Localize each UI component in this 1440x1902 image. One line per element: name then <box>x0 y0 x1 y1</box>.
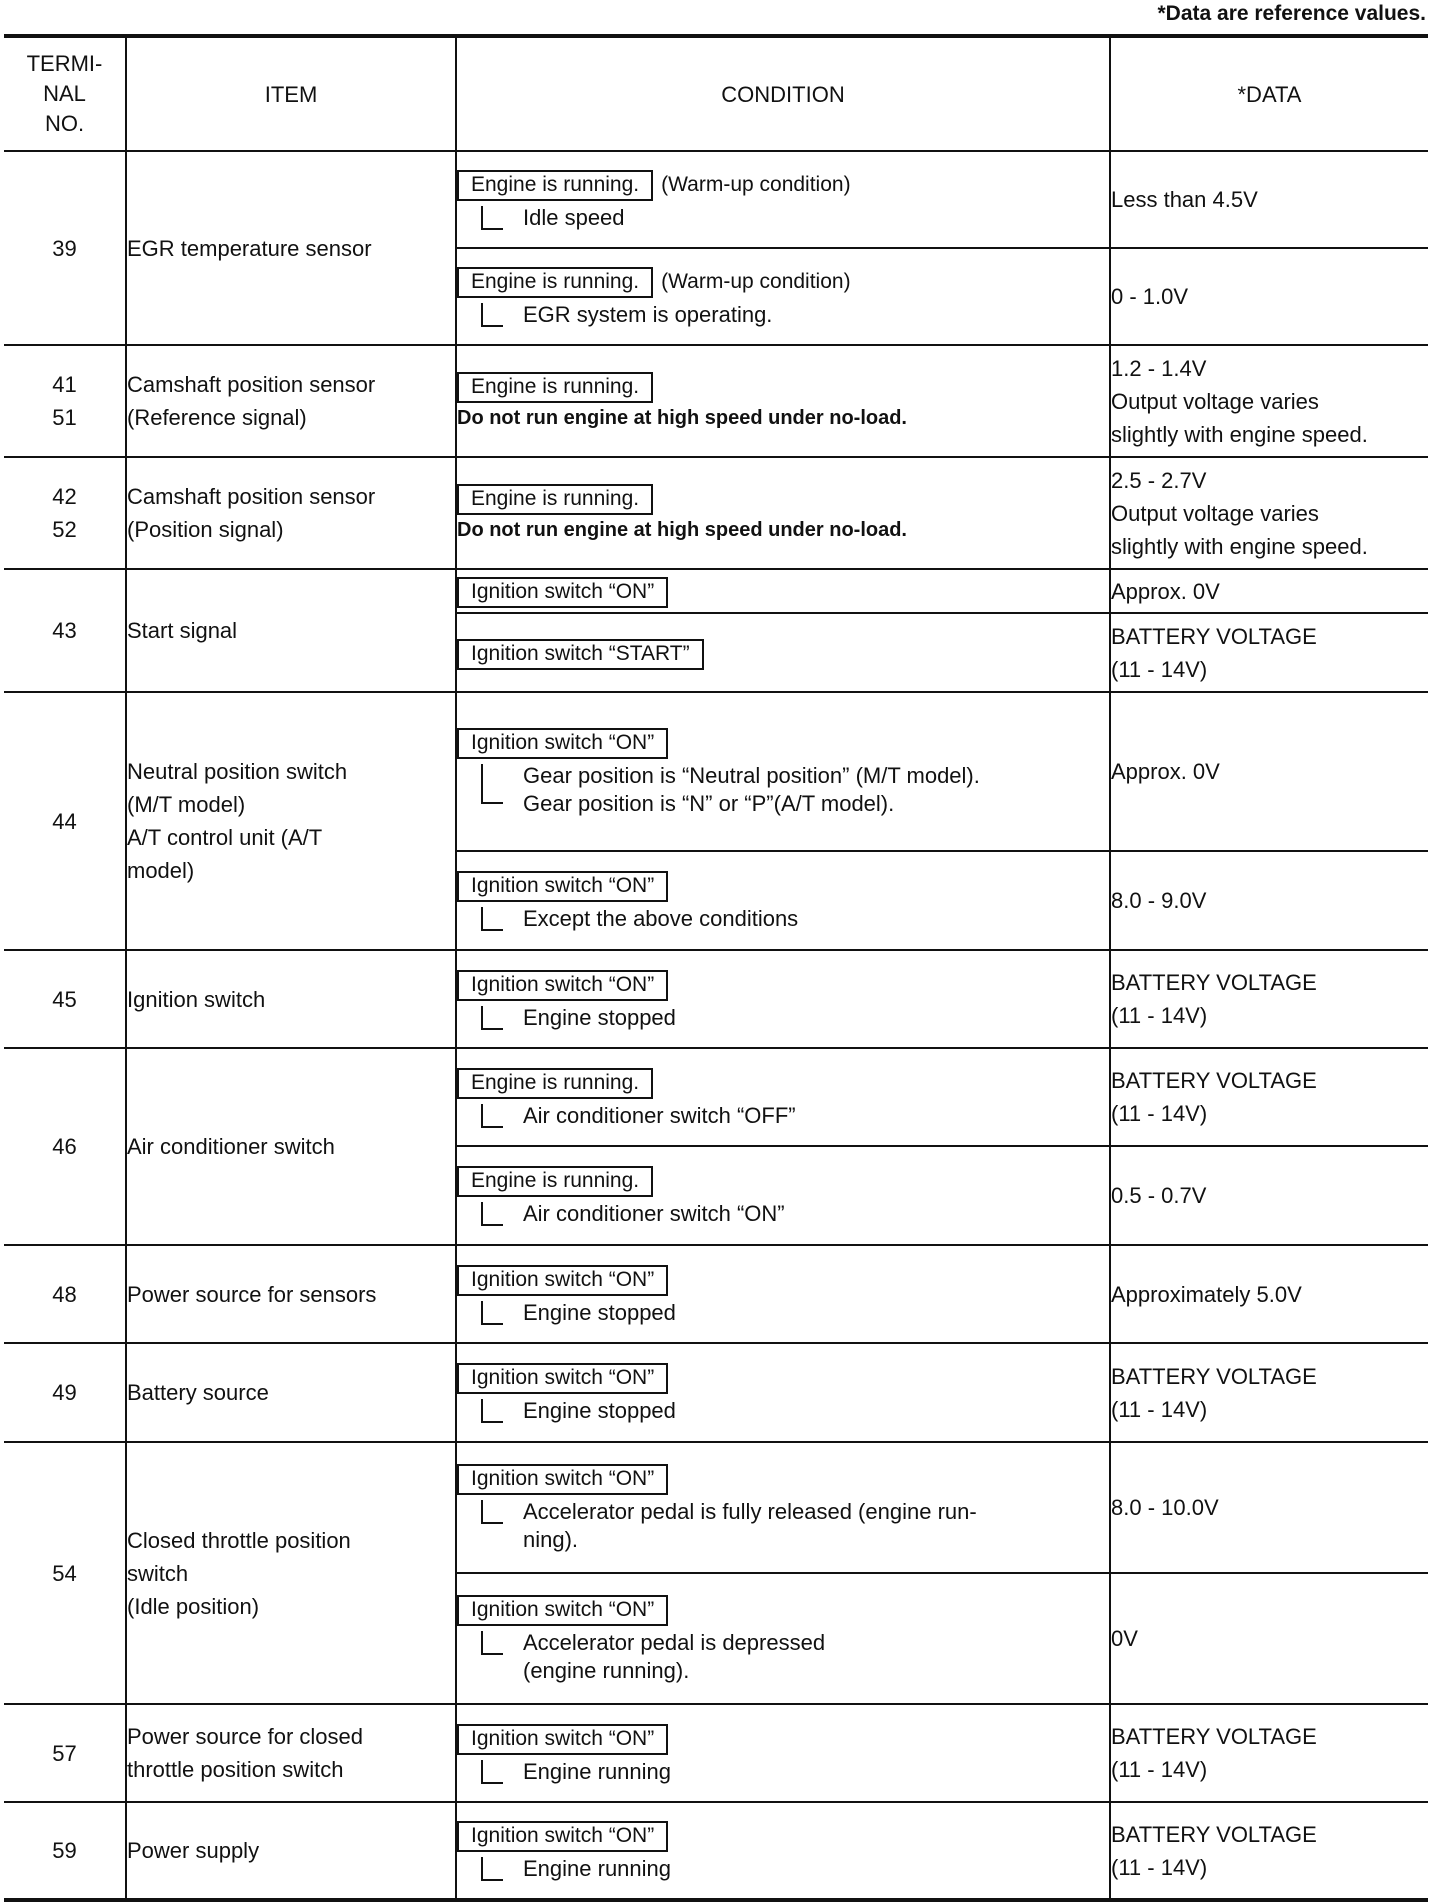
item-line: (M/T model) <box>127 792 246 817</box>
terminal-no: 48 <box>52 1281 77 1307</box>
terminal-no-cell <box>4 1704 126 1802</box>
table-row <box>4 1245 1428 1343</box>
reference-note: *Data are reference values. <box>1157 2 1426 25</box>
data-line: BATTERY VOLTAGE <box>1111 1363 1317 1389</box>
condition-box: Ignition switch “ON” <box>457 1265 668 1296</box>
condition-box: Ignition switch “ON” <box>457 1595 668 1626</box>
data-line: (11 - 14V) <box>1111 1854 1208 1880</box>
header-condition: CONDITION <box>456 36 1110 151</box>
condition-line <box>457 725 1109 759</box>
sub-condition <box>481 301 1109 329</box>
terminal-no: 45 <box>52 986 77 1012</box>
condition-cell <box>456 1802 1110 1900</box>
condition-line <box>457 264 1109 298</box>
data-line: Output voltage varies <box>1111 388 1319 414</box>
condition-line <box>457 967 1109 1001</box>
data-cell <box>1110 692 1428 851</box>
terminal-no-cell <box>4 345 126 457</box>
condition-box: Ignition switch “ON” <box>457 1464 668 1495</box>
data-line: 8.0 - 9.0V <box>1111 888 1207 913</box>
data-line: (11 - 14V) <box>1111 1101 1208 1126</box>
condition-extra: (Warm-up condition) <box>661 173 851 196</box>
sub-condition-line: Engine stopped <box>523 1004 676 1030</box>
item-line: Camshaft position sensor <box>127 484 376 509</box>
condition-box: Engine is running. <box>457 170 653 201</box>
condition-cell <box>456 692 1110 851</box>
data-line: Approximately 5.0V <box>1111 1281 1302 1307</box>
condition-line <box>457 1262 1109 1296</box>
condition-box: Engine is running. <box>457 1166 653 1197</box>
condition-cell <box>456 1343 1110 1442</box>
item-cell <box>126 1704 456 1802</box>
condition-line <box>457 1592 1109 1626</box>
data-cell <box>1110 613 1428 692</box>
terminal-no-cell <box>4 692 126 950</box>
sub-condition-line: Engine stopped <box>523 1299 676 1325</box>
terminal-no: 49 <box>52 1380 77 1405</box>
table-row <box>4 950 1428 1048</box>
terminal-no: 54 <box>52 1560 77 1586</box>
terminal-no-cell <box>4 1245 126 1343</box>
sub-condition-line: Accelerator pedal is depressed <box>523 1630 826 1655</box>
condition-line <box>457 574 1109 608</box>
condition-cell <box>456 851 1110 950</box>
sub-condition <box>481 1758 1109 1786</box>
data-line: 0V <box>1111 1626 1138 1651</box>
sub-condition <box>481 1004 1109 1032</box>
data-line: slightly with engine speed. <box>1111 533 1368 559</box>
warning-text: Do not run engine at high speed under no-load. <box>457 519 907 541</box>
sub-condition-line: Engine running <box>523 1856 672 1881</box>
item-cell <box>126 1442 456 1704</box>
header-item: ITEM <box>126 36 456 151</box>
item-cell <box>126 950 456 1048</box>
data-cell <box>1110 950 1428 1048</box>
condition-cell <box>456 613 1110 692</box>
data-line: 8.0 - 10.0V <box>1111 1495 1219 1520</box>
data-line: (11 - 14V) <box>1111 1396 1208 1422</box>
item-line: model) <box>127 858 195 883</box>
data-line: slightly with engine speed. <box>1111 421 1368 447</box>
sub-condition <box>481 1200 1109 1228</box>
sub-condition-line: (engine running). <box>523 1658 690 1683</box>
condition-cell <box>456 1245 1110 1343</box>
data-cell <box>1110 1048 1428 1146</box>
condition-line <box>457 167 1109 201</box>
condition-box: Engine is running. <box>457 1068 653 1099</box>
terminal-no: 52 <box>52 517 77 542</box>
data-cell <box>1110 1704 1428 1802</box>
item-line: Power supply <box>127 1838 260 1863</box>
condition-line <box>457 1065 1109 1099</box>
terminal-no: 46 <box>52 1134 77 1159</box>
table-row <box>4 345 1428 457</box>
item-line: EGR temperature sensor <box>127 235 372 261</box>
table-row <box>4 1802 1428 1900</box>
condition-box: Engine is running. <box>457 484 653 515</box>
item-line: Ignition switch <box>127 986 266 1012</box>
item-line: throttle position switch <box>127 1757 344 1782</box>
condition-line <box>457 1721 1109 1755</box>
terminal-no: 57 <box>52 1740 77 1766</box>
data-line: 2.5 - 2.7V <box>1111 467 1207 493</box>
data-line: BATTERY VOLTAGE <box>1111 1821 1317 1847</box>
condition-line <box>457 1163 1109 1197</box>
terminal-data-table <box>4 34 1428 1902</box>
data-line: BATTERY VOLTAGE <box>1111 1724 1317 1749</box>
condition-cell <box>456 345 1110 457</box>
terminal-no: 39 <box>52 235 77 261</box>
item-line: A/T control unit (A/T <box>127 825 323 850</box>
sub-condition-line: Air conditioner switch “OFF” <box>523 1102 796 1128</box>
sub-condition <box>481 1397 1109 1425</box>
condition-line <box>457 1360 1109 1394</box>
table-row <box>4 457 1428 569</box>
sub-condition-line: Gear position is “Neutral position” (M/T model). <box>523 763 980 788</box>
data-line: 0.5 - 0.7V <box>1111 1183 1207 1208</box>
data-cell <box>1110 1802 1428 1900</box>
data-line: (11 - 14V) <box>1111 1003 1208 1028</box>
table-row <box>4 569 1428 613</box>
item-cell <box>126 151 456 345</box>
item-line: Camshaft position sensor <box>127 372 376 397</box>
terminal-no-cell <box>4 569 126 692</box>
table-row <box>4 1442 1428 1573</box>
data-cell <box>1110 851 1428 950</box>
data-line: (11 - 14V) <box>1111 656 1208 682</box>
condition-line <box>457 369 1109 403</box>
condition-box: Ignition switch “ON” <box>457 577 668 608</box>
condition-cell <box>456 1442 1110 1573</box>
condition-box: Ignition switch “ON” <box>457 1821 668 1852</box>
condition-box: Ignition switch “ON” <box>457 871 668 902</box>
terminal-no-cell <box>4 1343 126 1442</box>
data-cell <box>1110 248 1428 345</box>
condition-box: Ignition switch “ON” <box>457 728 668 759</box>
data-cell <box>1110 457 1428 569</box>
sub-condition <box>481 762 1109 818</box>
item-cell <box>126 457 456 569</box>
item-cell <box>126 569 456 692</box>
header-row <box>4 36 1428 151</box>
data-cell <box>1110 151 1428 248</box>
sub-condition <box>481 1629 1109 1685</box>
condition-line <box>457 1818 1109 1852</box>
sub-condition-line: Idle speed <box>523 205 625 230</box>
condition-line <box>457 868 1109 902</box>
item-line: Neutral position switch <box>127 759 348 784</box>
data-cell <box>1110 1146 1428 1245</box>
item-line: Air conditioner switch <box>127 1134 335 1159</box>
item-line: Power source for closed <box>127 1724 363 1749</box>
item-cell <box>126 1802 456 1900</box>
sub-condition <box>481 1498 1109 1554</box>
data-line: BATTERY VOLTAGE <box>1111 1068 1317 1093</box>
condition-cell <box>456 1146 1110 1245</box>
condition-extra: (Warm-up condition) <box>661 270 851 293</box>
condition-cell <box>456 151 1110 248</box>
condition-cell <box>456 1573 1110 1704</box>
condition-cell <box>456 1704 1110 1802</box>
condition-box: Ignition switch “ON” <box>457 1724 668 1755</box>
condition-cell <box>456 569 1110 613</box>
condition-line <box>457 1461 1109 1495</box>
sub-condition-line: Air conditioner switch “ON” <box>523 1201 785 1226</box>
terminal-no: 51 <box>52 405 77 430</box>
terminal-no-cell <box>4 1048 126 1245</box>
header-terminal-no: TERMI- NAL NO. <box>4 36 126 151</box>
condition-cell <box>456 950 1110 1048</box>
table-body <box>4 151 1428 1900</box>
terminal-no: 44 <box>52 808 77 834</box>
item-line: switch <box>127 1560 189 1586</box>
data-line: Approx. 0V <box>1111 759 1220 784</box>
data-line: 0 - 1.0V <box>1111 284 1189 309</box>
item-line: (Position signal) <box>127 517 284 542</box>
condition-cell <box>456 1048 1110 1146</box>
data-line: Output voltage varies <box>1111 500 1319 526</box>
condition-box: Ignition switch “ON” <box>457 1363 668 1394</box>
sub-condition-line: ning). <box>523 1527 579 1552</box>
data-cell <box>1110 345 1428 457</box>
terminal-no: 42 <box>52 484 77 509</box>
data-cell <box>1110 1343 1428 1442</box>
data-cell <box>1110 1245 1428 1343</box>
item-line: Closed throttle position <box>127 1527 351 1553</box>
data-cell <box>1110 569 1428 613</box>
data-line: BATTERY VOLTAGE <box>1111 970 1317 995</box>
condition-box: Engine is running. <box>457 372 653 403</box>
item-line: (Idle position) <box>127 1593 260 1619</box>
condition-cell <box>456 248 1110 345</box>
condition-box: Engine is running. <box>457 267 653 298</box>
item-cell <box>126 692 456 950</box>
table-row <box>4 1343 1428 1442</box>
terminal-no: 41 <box>52 372 77 397</box>
sub-condition <box>481 1299 1109 1327</box>
table-row <box>4 1704 1428 1802</box>
table-row <box>4 151 1428 248</box>
item-cell <box>126 1343 456 1442</box>
data-line: 1.2 - 1.4V <box>1111 355 1207 381</box>
condition-cell <box>456 457 1110 569</box>
data-line: Less than 4.5V <box>1111 187 1258 212</box>
header-data: *DATA <box>1110 36 1428 151</box>
table-row <box>4 692 1428 851</box>
data-line: (11 - 14V) <box>1111 1757 1208 1782</box>
data-line: BATTERY VOLTAGE <box>1111 623 1317 649</box>
sub-condition-line: Accelerator pedal is fully released (engine run- <box>523 1499 977 1524</box>
terminal-no: 59 <box>52 1838 77 1863</box>
sub-condition <box>481 1102 1109 1130</box>
terminal-no: 43 <box>52 618 77 643</box>
table-row <box>4 1048 1428 1146</box>
sub-condition-line: EGR system is operating. <box>523 302 773 327</box>
condition-box: Ignition switch “START” <box>457 639 704 670</box>
terminal-no-cell <box>4 950 126 1048</box>
sub-condition-line: Engine running <box>523 1758 672 1784</box>
data-cell <box>1110 1442 1428 1573</box>
data-line: Approx. 0V <box>1111 578 1220 604</box>
condition-line <box>457 636 1109 670</box>
warning-text: Do not run engine at high speed under no-load. <box>457 407 907 429</box>
sub-condition <box>481 1855 1109 1883</box>
sub-condition-line: Gear position is “N” or “P”(A/T model). <box>523 791 895 816</box>
terminal-no-cell <box>4 1802 126 1900</box>
item-line: (Reference signal) <box>127 405 307 430</box>
sub-condition-line: Engine stopped <box>523 1398 676 1423</box>
sub-condition <box>481 905 1109 933</box>
condition-line <box>457 481 1109 515</box>
terminal-no-cell <box>4 1442 126 1704</box>
item-line: Power source for sensors <box>127 1281 377 1307</box>
data-cell <box>1110 1573 1428 1704</box>
terminal-no-cell <box>4 151 126 345</box>
item-cell <box>126 345 456 457</box>
condition-box: Ignition switch “ON” <box>457 970 668 1001</box>
terminal-no-cell <box>4 457 126 569</box>
sub-condition-line: Except the above conditions <box>523 906 799 931</box>
item-line: Battery source <box>127 1380 269 1405</box>
item-cell <box>126 1245 456 1343</box>
item-cell <box>126 1048 456 1245</box>
item-line: Start signal <box>127 618 238 643</box>
sub-condition <box>481 204 1109 232</box>
